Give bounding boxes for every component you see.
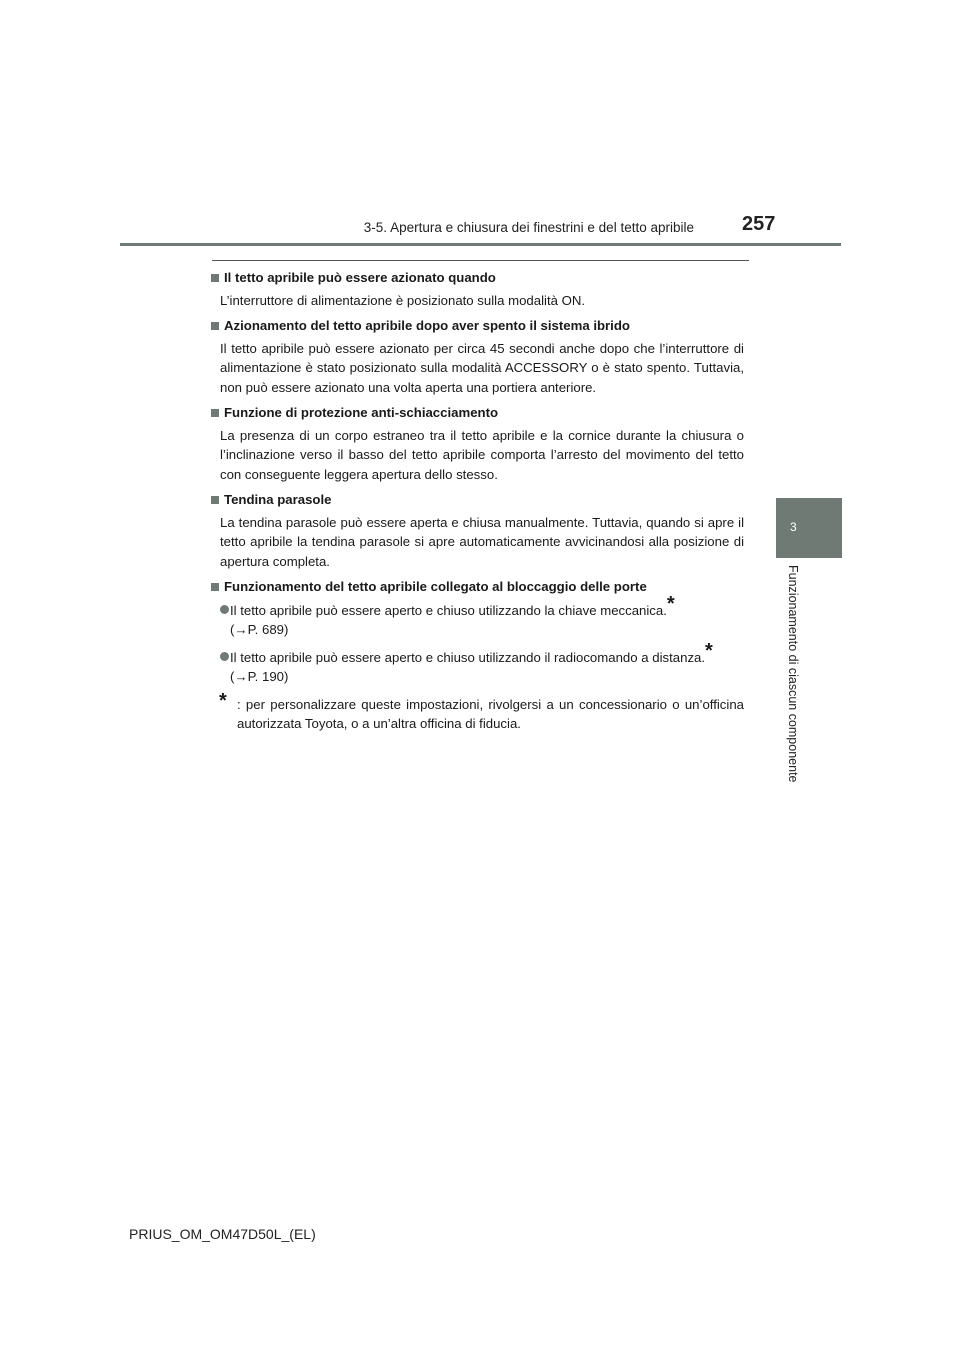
section-text: La tendina parasole può essere aperta e chiusa manualmente. Tuttavia, quando si apre il tetto apribile la tendina parasole si apre automaticamente avvicinandosi alla posizione di apertura completa. bbox=[220, 514, 744, 569]
section-text: Il tetto apribile può essere azionato per circa 45 secondi anche dopo che l’interruttore di alimentazione è stato posizionato sulla modalità ACCESSORY o è stato spento. Tuttavia, non può essere azionato una volta aperta una portiera anteriore. bbox=[220, 340, 744, 395]
section-block bbox=[211, 268, 744, 310]
section-block bbox=[211, 316, 744, 397]
footnote-asterisk-icon: * bbox=[219, 689, 227, 712]
section-heading: Funzione di protezione anti-schiacciamento bbox=[211, 403, 744, 423]
bullet-text: Il tetto apribile può essere aperto e chiuso utilizzando la chiave meccanica. bbox=[230, 602, 667, 618]
section-block bbox=[211, 490, 744, 571]
asterisk-icon: * bbox=[666, 592, 675, 615]
section-text: L’interruttore di alimentazione è posizionato sulla modalità ON. bbox=[220, 292, 586, 308]
section-block bbox=[211, 577, 744, 687]
section-block bbox=[211, 403, 744, 484]
section-heading: Il tetto apribile può essere azionato quando bbox=[211, 268, 744, 288]
section-heading: Azionamento del tetto apribile dopo aver spento il sistema ibrido bbox=[211, 316, 744, 336]
section-title: 3-5. Apertura e chiusura dei finestrini e del tetto apribile bbox=[363, 220, 694, 235]
square-bullet-icon bbox=[211, 583, 219, 591]
square-bullet-icon bbox=[211, 322, 219, 330]
page-reference: (→P. 190) bbox=[230, 669, 289, 684]
page-number: 257 bbox=[742, 213, 776, 235]
bullet-item bbox=[211, 639, 744, 687]
section-heading: Funzionamento del tetto apribile collegato al bloccaggio delle porte bbox=[211, 577, 744, 597]
round-bullet-icon bbox=[220, 652, 229, 661]
chapter-number: 3 bbox=[790, 520, 797, 534]
content-rule bbox=[212, 260, 749, 261]
square-bullet-icon bbox=[211, 409, 219, 417]
chapter-name: Funzionamento di ciascun componente bbox=[786, 565, 800, 783]
page-reference: (→P. 689) bbox=[230, 622, 289, 637]
square-bullet-icon bbox=[211, 274, 219, 282]
bullet-item bbox=[211, 592, 744, 640]
bullet-text: Il tetto apribile può essere aperto e chiuso utilizzando il radiocomando a distanza. bbox=[230, 649, 706, 665]
header-rule bbox=[120, 243, 841, 246]
document-code: PRIUS_OM_OM47D50L_(EL) bbox=[129, 1226, 316, 1242]
footnote-text: : per personalizzare queste impostazioni, rivolgersi a un concessionario o un’officina autorizzata Toyota, o a un’altra officina di fiducia. bbox=[237, 696, 744, 731]
asterisk-icon: * bbox=[705, 639, 713, 662]
round-bullet-icon bbox=[220, 605, 229, 614]
section-text: La presenza di un corpo estraneo tra il tetto apribile e la cornice durante la chiusura o l’inclinazione verso il basso del tetto apribile comporta l’arresto del movimento del tetto con conseguente leggera apertura dello stesso. bbox=[220, 427, 744, 482]
footnote bbox=[211, 689, 744, 734]
square-bullet-icon bbox=[211, 496, 219, 504]
section-heading: Tendina parasole bbox=[211, 490, 744, 510]
chapter-tab bbox=[776, 498, 842, 558]
content bbox=[211, 268, 744, 734]
